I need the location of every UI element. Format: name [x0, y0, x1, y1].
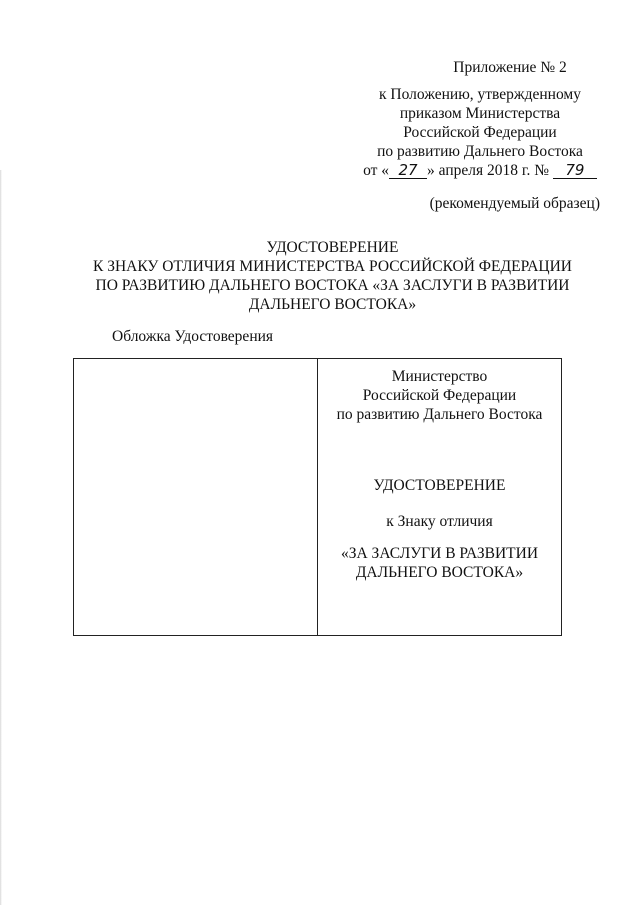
annex-line-3: Российской Федерации — [403, 124, 557, 141]
ministry-line-2: Российской Федерации — [362, 387, 517, 404]
cover-right-panel — [318, 359, 561, 635]
annex-number: Приложение № 2 — [453, 59, 567, 76]
title-line-4: ДАЛЬНЕГО ВОСТОКА» — [248, 296, 417, 313]
ministry-line-1: Министерство — [391, 368, 488, 385]
badge-line-1: «ЗА ЗАСЛУГИ В РАЗВИТИИ — [340, 545, 539, 562]
annex-header — [360, 58, 600, 213]
annex-date-line — [360, 161, 600, 180]
handwritten-day: 27 — [389, 162, 427, 179]
document-title — [60, 238, 605, 314]
cover-label: Обложка Удостоверения — [112, 328, 274, 345]
annex-line-2: приказом Министерства — [399, 105, 561, 122]
annex-line-4: по развитию Дальнего Востока — [377, 143, 583, 160]
title-line-2: К ЗНАКУ ОТЛИЧИЯ МИНИСТЕРСТВА РОССИЙСКОЙ ФЕДЕРАЦИИ — [93, 258, 572, 275]
cover-ministry — [318, 367, 561, 424]
badge-line-2: ДАЛЬНЕГО ВОСТОКА» — [355, 564, 524, 581]
cover-certificate-title: УДОСТОВЕРЕНИЕ — [373, 477, 506, 494]
cover-to-badge: к Знаку отличия — [386, 513, 493, 530]
date-middle: » апреля 2018 г. № — [427, 162, 550, 179]
annex-line-1: к Положению, утвержденному — [378, 86, 581, 103]
cover-badge-name — [318, 544, 561, 582]
handwritten-order-number: 79 — [553, 162, 597, 179]
ministry-line-3: по развитию Дальнего Востока — [336, 406, 543, 423]
cover-left-panel — [74, 359, 318, 635]
certificate-cover — [73, 358, 562, 636]
sample-note: (рекомендуемый образец) — [429, 195, 600, 212]
scan-edge-shadow — [0, 170, 2, 905]
title-line-3: ПО РАЗВИТИЮ ДАЛЬНЕГО ВОСТОКА «ЗА ЗАСЛУГИ В РАЗВИТИИ — [95, 277, 570, 294]
title-line-1: УДОСТОВЕРЕНИЕ — [266, 239, 399, 256]
date-prefix: от « — [363, 162, 390, 179]
